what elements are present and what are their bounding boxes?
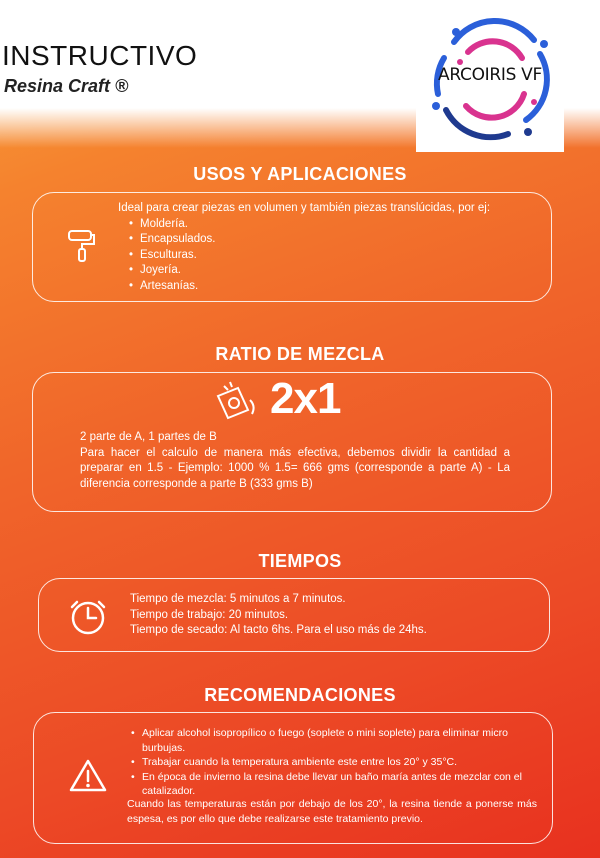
usos-list	[118, 217, 543, 295]
section-title-tiempos: TIEMPOS	[258, 551, 342, 571]
ratio-line-1: 2 parte de A, 1 partes de B	[80, 431, 217, 443]
ratio-paragraph: Para hacer el calculo de manera más efectiva, debemos dividir la cantidad a preparar en 1.5 - Ejemplo: 1000 % 1.5= 666 gms (corresponde a parte A) - La diferencia corresponde a parte B (333 gms B)	[80, 446, 510, 490]
list-item: • Trabajar cuando la temperatura ambiente este entre los 20° y 35°C.	[142, 755, 537, 770]
document-title: INSTRUCTIVO	[2, 40, 198, 71]
warning-icon	[68, 758, 108, 794]
logo-text: ARCOIRIS VF	[438, 65, 542, 85]
usos-intro: Ideal para crear piezas en volumen y también piezas translúcidas, por ej:	[118, 202, 491, 214]
tiempos-lines	[130, 592, 427, 639]
tiempo-secado: Tiempo de secado: Al tacto 6hs. Para el uso más de 24hs.	[130, 624, 427, 636]
ratio-description	[80, 430, 510, 492]
list-item: • Moldería.	[140, 217, 543, 233]
section-title-recomendaciones: RECOMENDACIONES	[204, 685, 396, 705]
mixing-cup-icon	[214, 380, 262, 422]
tiempo-mezcla: Tiempo de mezcla: 5 minutos a 7 minutos.	[130, 593, 346, 605]
list-item: • En época de invierno la resina debe llevar un baño maría antes de mezclar con el catalizador.	[142, 770, 537, 799]
paint-roller-icon	[67, 229, 97, 263]
list-item: • Joyería.	[140, 263, 543, 279]
list-item: • Aplicar alcohol isopropílico o fuego (soplete o mini soplete) para eliminar micro burbujas.	[142, 726, 537, 755]
list-item: • Artesanías.	[140, 279, 543, 295]
brand-logo	[416, 2, 564, 152]
recomendaciones-closing: Cuando las temperaturas están por debajo de los 20°, la resina tiende a ponerse más espesa, es por ello que debe realizarse este tratamiento previo.	[127, 798, 537, 825]
list-item: • Esculturas.	[140, 248, 543, 264]
usos-card	[32, 192, 552, 302]
clock-icon	[68, 597, 108, 637]
tiempo-trabajo: Tiempo de trabajo: 20 minutos.	[130, 608, 289, 621]
ratio-value: 2x1	[270, 374, 341, 423]
section-title-ratio: RATIO DE MEZCLA	[215, 344, 385, 364]
section-title-usos: USOS Y APLICACIONES	[193, 164, 407, 184]
document-subtitle: Resina Craft ®	[4, 76, 129, 96]
list-item: • Encapsulados.	[140, 232, 543, 248]
recomendaciones-list	[122, 726, 537, 799]
